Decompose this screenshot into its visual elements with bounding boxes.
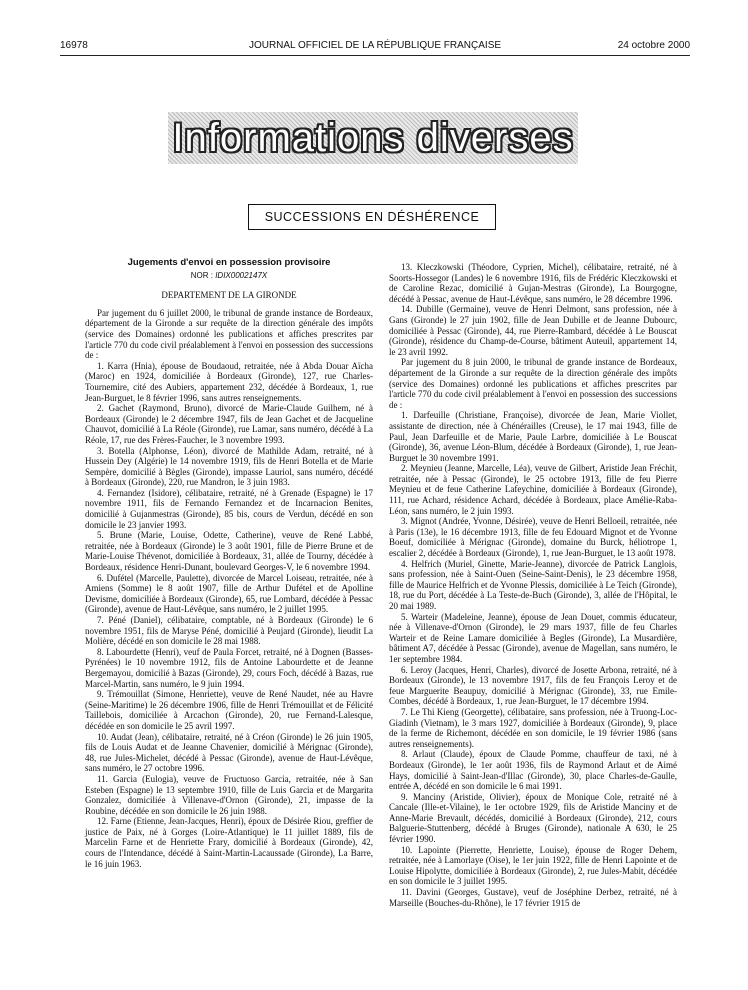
paragraph: 9. Trémouillat (Simone, Henriette), veuve de René Naudet, née au Havre (Seine-Maritime) le 26 décembre 1906, fille de Henri Trémouillat et de Félicité Taillebois, domiciliée à Arcachon (Gironde), 20, rue Fernand-Lalesque, décédée en son domicile le 25 avril 1997. [85, 689, 373, 731]
left-column [85, 258, 373, 869]
paragraph: 4. Fernandez (Isidore), célibataire, retraité, né à Grenade (Espagne) le 17 novembre 1911, fils de Fernando Fernandez et de Incarnacion Benites, domicilié à Gujanmestras (Gironde), 85 bis, cours de Verdun, décédé en son domicile le 23 janvier 1993. [85, 487, 373, 530]
right-column [389, 262, 677, 908]
paragraph: Par jugement du 8 juin 2000, le tribunal de grande instance de Bordeaux, département de la Gironde a sur requête de la direction générale des impôts (service des Domaines) ordonné les publications et affiches prescrites par l'article 770 du code civil préalablement à l'envoi en possession des successions de : [389, 357, 677, 410]
department-heading: DEPARTEMENT DE LA GIRONDE [161, 290, 297, 301]
article-title: Jugements d'envoi en possession provisoire [127, 257, 331, 268]
paragraph: 3. Botella (Alphonse, Léon), divorcé de Mathilde Adam, retraité, né à Hussein Dey (Algérie) le 14 novembre 1919, fils de Henri Botella et de Marie Sempère, domicilié à Bègles (Gironde), impasse Lauriol, sans numéro, décédé à Bordeaux (Gironde), 220, rue Mandron, le 3 juin 1983. [85, 445, 373, 488]
section-title: SUCCESSIONS EN DÉSHÉRENCE [248, 204, 496, 230]
paragraph: 10. Lapointe (Pierrette, Henriette, Louise), épouse de Roger Dehem, retraitée, née à Lamorlaye (Oise), le 1er juin 1922, fille de Henri Lapointe et de Louise Hipolytte, domiciliée à Bordeaux (Gironde), 2, rue Jules-Mabit, décédée en son domicile le 3 juillet 1995. [389, 844, 677, 887]
running-header [60, 40, 690, 54]
header-rule [60, 55, 690, 56]
banner-title: Informations diverses [172, 116, 574, 160]
page-number: 16978 [60, 40, 88, 51]
nor-reference [85, 271, 373, 282]
paragraph: 1. Darfeuille (Christiane, Françoise), divorcée de Jean, Marie Viollet, assistante de direction, née à Chénérailles (Creuse), le 17 mai 1943, fille de Paul, Jean Darfeuille et de Marie, Paule Larbre, domiciliée à Le Bouscat (Gironde), 36, avenue Léon-Blum, décédée à Bordeaux (Gironde), 1, rue Jean-Burguet le 30 novembre 1991. [389, 410, 677, 463]
section-banner [168, 112, 578, 164]
paragraph: 10. Audat (Jean), célibataire, retraité, né à Créon (Gironde) le 26 juin 1905, fils de Louis Audat et de Jeanne Chavenier, domicilié à Mérignac (Gironde), 48, rue Jules-Michelet, décédé à Pessac (Gironde), avenue de Haut-Lévêque, sans numéro, le 27 octobre 1996. [85, 731, 373, 774]
paragraph: 3. Mignot (Andrée, Yvonne, Désirée), veuve de Henri Belloeil, retraitée, née à Paris (13e), le 16 décembre 1913, fille de feu Edouard Mignot et de Yvonne Boeuf, domiciliée à Mérignac (Gironde), domaine du Burck, héliotrope 1, escalier 2, décédée à Bordeaux (Gironde), 1, rue Jean-Burguet, le 13 août 1978. [389, 516, 677, 559]
issue-date: 24 octobre 2000 [617, 40, 690, 51]
paragraph: 14. Dubille (Germaine), veuve de Henri Delmont, sans profession, née à Gans (Gironde) le 27 juin 1902, fille de Jean Dubille et de Jeanne Dubourc, domiciliée à Pessac (Gironde), 44, rue Pierre-Rambard, décédée à Le Bouscat (Gironde), résidence du Champ-de-Course, bâtiment Auteuil, appartement 14, le 23 avril 1992. [389, 304, 677, 357]
nor-code: IDIX0002147X [215, 270, 268, 280]
paragraph: 11. Davini (Georges, Gustave), veuf de Joséphine Derbez, retraité, né à Marseille (Bouches-du-Rhône), le 17 février 1915 de [389, 887, 677, 908]
paragraph: 8. Arlaut (Claude), époux de Claude Pomme, chauffeur de taxi, né à Bordeaux (Gironde), le 1er août 1936, fils de Raymond Arlaut et de Aimé Hays, domicilié à Saint-Jean-d'Illac (Gironde), 30, place Charles-de-Gaulle, entrée A, décédé en son domicile le 6 mai 1991. [389, 749, 677, 792]
paragraph: 9. Manciny (Aristide, Olivier), époux de Monique Cole, retraité né à Cancale (Ille-et-Vilaine), le 1er octobre 1929, fils de Aristide Manciny et de Anne-Marie Brevault, décédés, domicilié à Bordeaux (Gironde), 212, cours Balguerie-Stuttenberg, décédé à Bruges (Gironde), nationale A 630, le 25 février 1990. [389, 791, 677, 845]
nor-label: NOR : [190, 270, 213, 280]
paragraph: 2. Gachet (Raymond, Bruno), divorcé de Marie-Claude Guilhem, né à Bordeaux (Gironde) le 2 décembre 1947, fils de Jean Gachet et de Jacqueline Chauvot, domicilié à La Réole (Gironde), rue Lamar, sans numéro, décédé à La Réole, 17, rue des Frères-Faucher, le 3 novembre 1993. [85, 403, 373, 445]
paragraph: 8. Labourdette (Henri), veuf de Paula Forcet, retraité, né à Dognen (Basses-Pyrénées) le 10 novembre 1912, fils de Antoine Labourdette et de Jeanne Bergemayou, domicilié à Bazas (Gironde), 29, cours Foch, décédé à Bazas, rue Marcel-Martin, sans numéro, le 9 juin 1994. [85, 646, 373, 689]
right-paragraphs [389, 262, 677, 908]
paragraph: 1. Karra (Hnia), épouse de Boudaoud, retraitée, née à Abda Douar Aïcha (Maroc) en 1924, domiciliée à Bordeaux (Gironde), 127, rue Charles-Tournemire, cité des Aubiers, appartement 232, décédée à Bordeaux, 1, rue Jean-Burguet, le 8 février 1996, sans autres renseignements. [85, 360, 373, 403]
paragraph: 5. Brune (Marie, Louise, Odette, Catherine), veuve de René Labbé, retraitée, née à Bordeaux (Gironde) le 3 août 1901, fille de Pierre Brune et de Marie-Louise Thévenot, domiciliée à Bordeaux, 31, allée de Tourny, décédée à Bordeaux, résidence Henri-Dunant, boulevard Georges-V, le 6 novembre 1994. [85, 530, 373, 573]
paragraph: 12. Farne (Etienne, Jean-Jacques, Henri), époux de Désirée Riou, greffier de justice de Paix, né à Gorges (Loire-Atlantique) le 11 juillet 1889, fils de Marcelin Farne et de Henriette Frary, domicilié à Bordeaux (Gironde), 42, cours de l'Intendance, décédé à Saint-Martin-Lacaussade (Gironde), La Barre, le 16 juin 1963. [85, 816, 373, 869]
paragraph: 4. Helfrich (Muriel, Ginette, Marie-Jeanne), divorcée de Patrick Langlois, sans profession, née à Saint-Ouen (Seine-Saint-Denis), le 23 décembre 1958, fille de Maurice Helfrich et de Yvonne Plessis, domiciliée à Le Teich (Gironde), 18, rue du Port, décédée à La Teste-de-Buch (Gironde), 3, allée de l'Hôpital, le 20 mai 1989. [389, 558, 677, 611]
left-paragraphs [85, 308, 373, 869]
paragraph: 13. Kleczkowski (Théodore, Cyprien, Michel), célibataire, retraité, né à Soorts-Hossegor (Landes) le 6 novembre 1916, fils de Frédéric Kleczkowski et de Caroline Rezac, domicilié à Gujan-Mestras (Gironde), La Bourgogne, décédé à Pessac, avenue de Haut-Lévêque, sans numéro, le 28 décembre 1996. [389, 262, 677, 304]
journal-title: JOURNAL OFFICIEL DE LA RÉPUBLIQUE FRANÇAISE [248, 40, 502, 51]
paragraph: 2. Meynieu (Jeanne, Marcelle, Léa), veuve de Gilbert, Aristide Jean Fréchit, retraitée, née à Pessac (Gironde), le 25 octobre 1913, fille de feu Pierre Meynieu et de feue Catherine Lafeychine, domiciliée à Bordeaux (Gironde), 111, rue Achard, résidence Achard, décédée à Bordeaux, place Amélie-Raba-Léon, sans numéro, le 2 juin 1993. [389, 463, 677, 516]
paragraph: 6. Leroy (Jacques, Henri, Charles), divorcé de Josette Arbona, retraité, né à Bordeaux (Gironde), le 13 novembre 1917, fils de feu François Leroy et de feue Marguerite Beaupuy, domicilié à Mérignac (Gironde), 33, rue Emile-Combes, décédé à Bordeaux, 1, rue Jean-Burguet, le 17 décembre 1994. [389, 664, 677, 707]
paragraph: 5. Warteir (Madeleine, Jeanne), épouse de Jean Douet, commis éducateur, née à Villenave-d'Ornon (Gironde), le 29 mars 1937, fille de feu Charles Warteir et de Reine Lamare domiciliée à Begles (Gironde), La Musardière, bâtiment A7, décédée à Pessac (Gironde), avenue de Magellan, sans numéro, le 1er septembre 1984. [389, 611, 677, 664]
paragraph: 6. Dufétel (Marcelle, Paulette), divorcée de Marcel Loiseau, retraitée, née à Amiens (Somme) le 8 août 1907, fille de Arthur Dufétel et de Apolline Devisme, domiciliée à Bordeaux (Gironde), 65, rue Lombard, décédée à Pessac (Gironde), avenue de Haut-Lévêque, sans numéro, le 2 juillet 1995. [85, 572, 373, 615]
paragraph: 7. Le Thi Kieng (Georgette), célibataire, sans profession, née à Truong-Loc-Giadinh (Vietnam), le 3 mars 1927, domiciliée à Bordeaux (Gironde), 9, place de la ferme de Richemont, décédée en son domicile, le 19 février 1986 (sans autres renseignements). [389, 706, 677, 749]
paragraph: 11. Garcia (Eulogia), veuve de Fructuoso Garcia, retraitée, née à San Esteben (Espagne) le 13 septembre 1910, fille de Luis Garcia et de Margarita Gonzalez, domiciliée à Villenave-d'Ornon (Gironde), 21, impasse de la Roubine, décédée en son domicile le 26 juin 1988. [85, 773, 373, 816]
paragraph: 7. Péné (Daniel), célibataire, comptable, né à Bordeaux (Gironde) le 6 novembre 1951, fils de Maryse Péné, domicilié à Peujard (Gironde), lieudit La Molière, décédé en son domicile le 28 mai 1988. [85, 615, 373, 647]
paragraph: Par jugement du 6 juillet 2000, le tribunal de grande instance de Bordeaux, département de la Gironde a sur requête de la direction générale des impôts (service des Domaines) ordonné les publications et affiches prescrites par l'article 770 du code civil préalablement à l'envoi en possession des successions de : [85, 307, 373, 361]
